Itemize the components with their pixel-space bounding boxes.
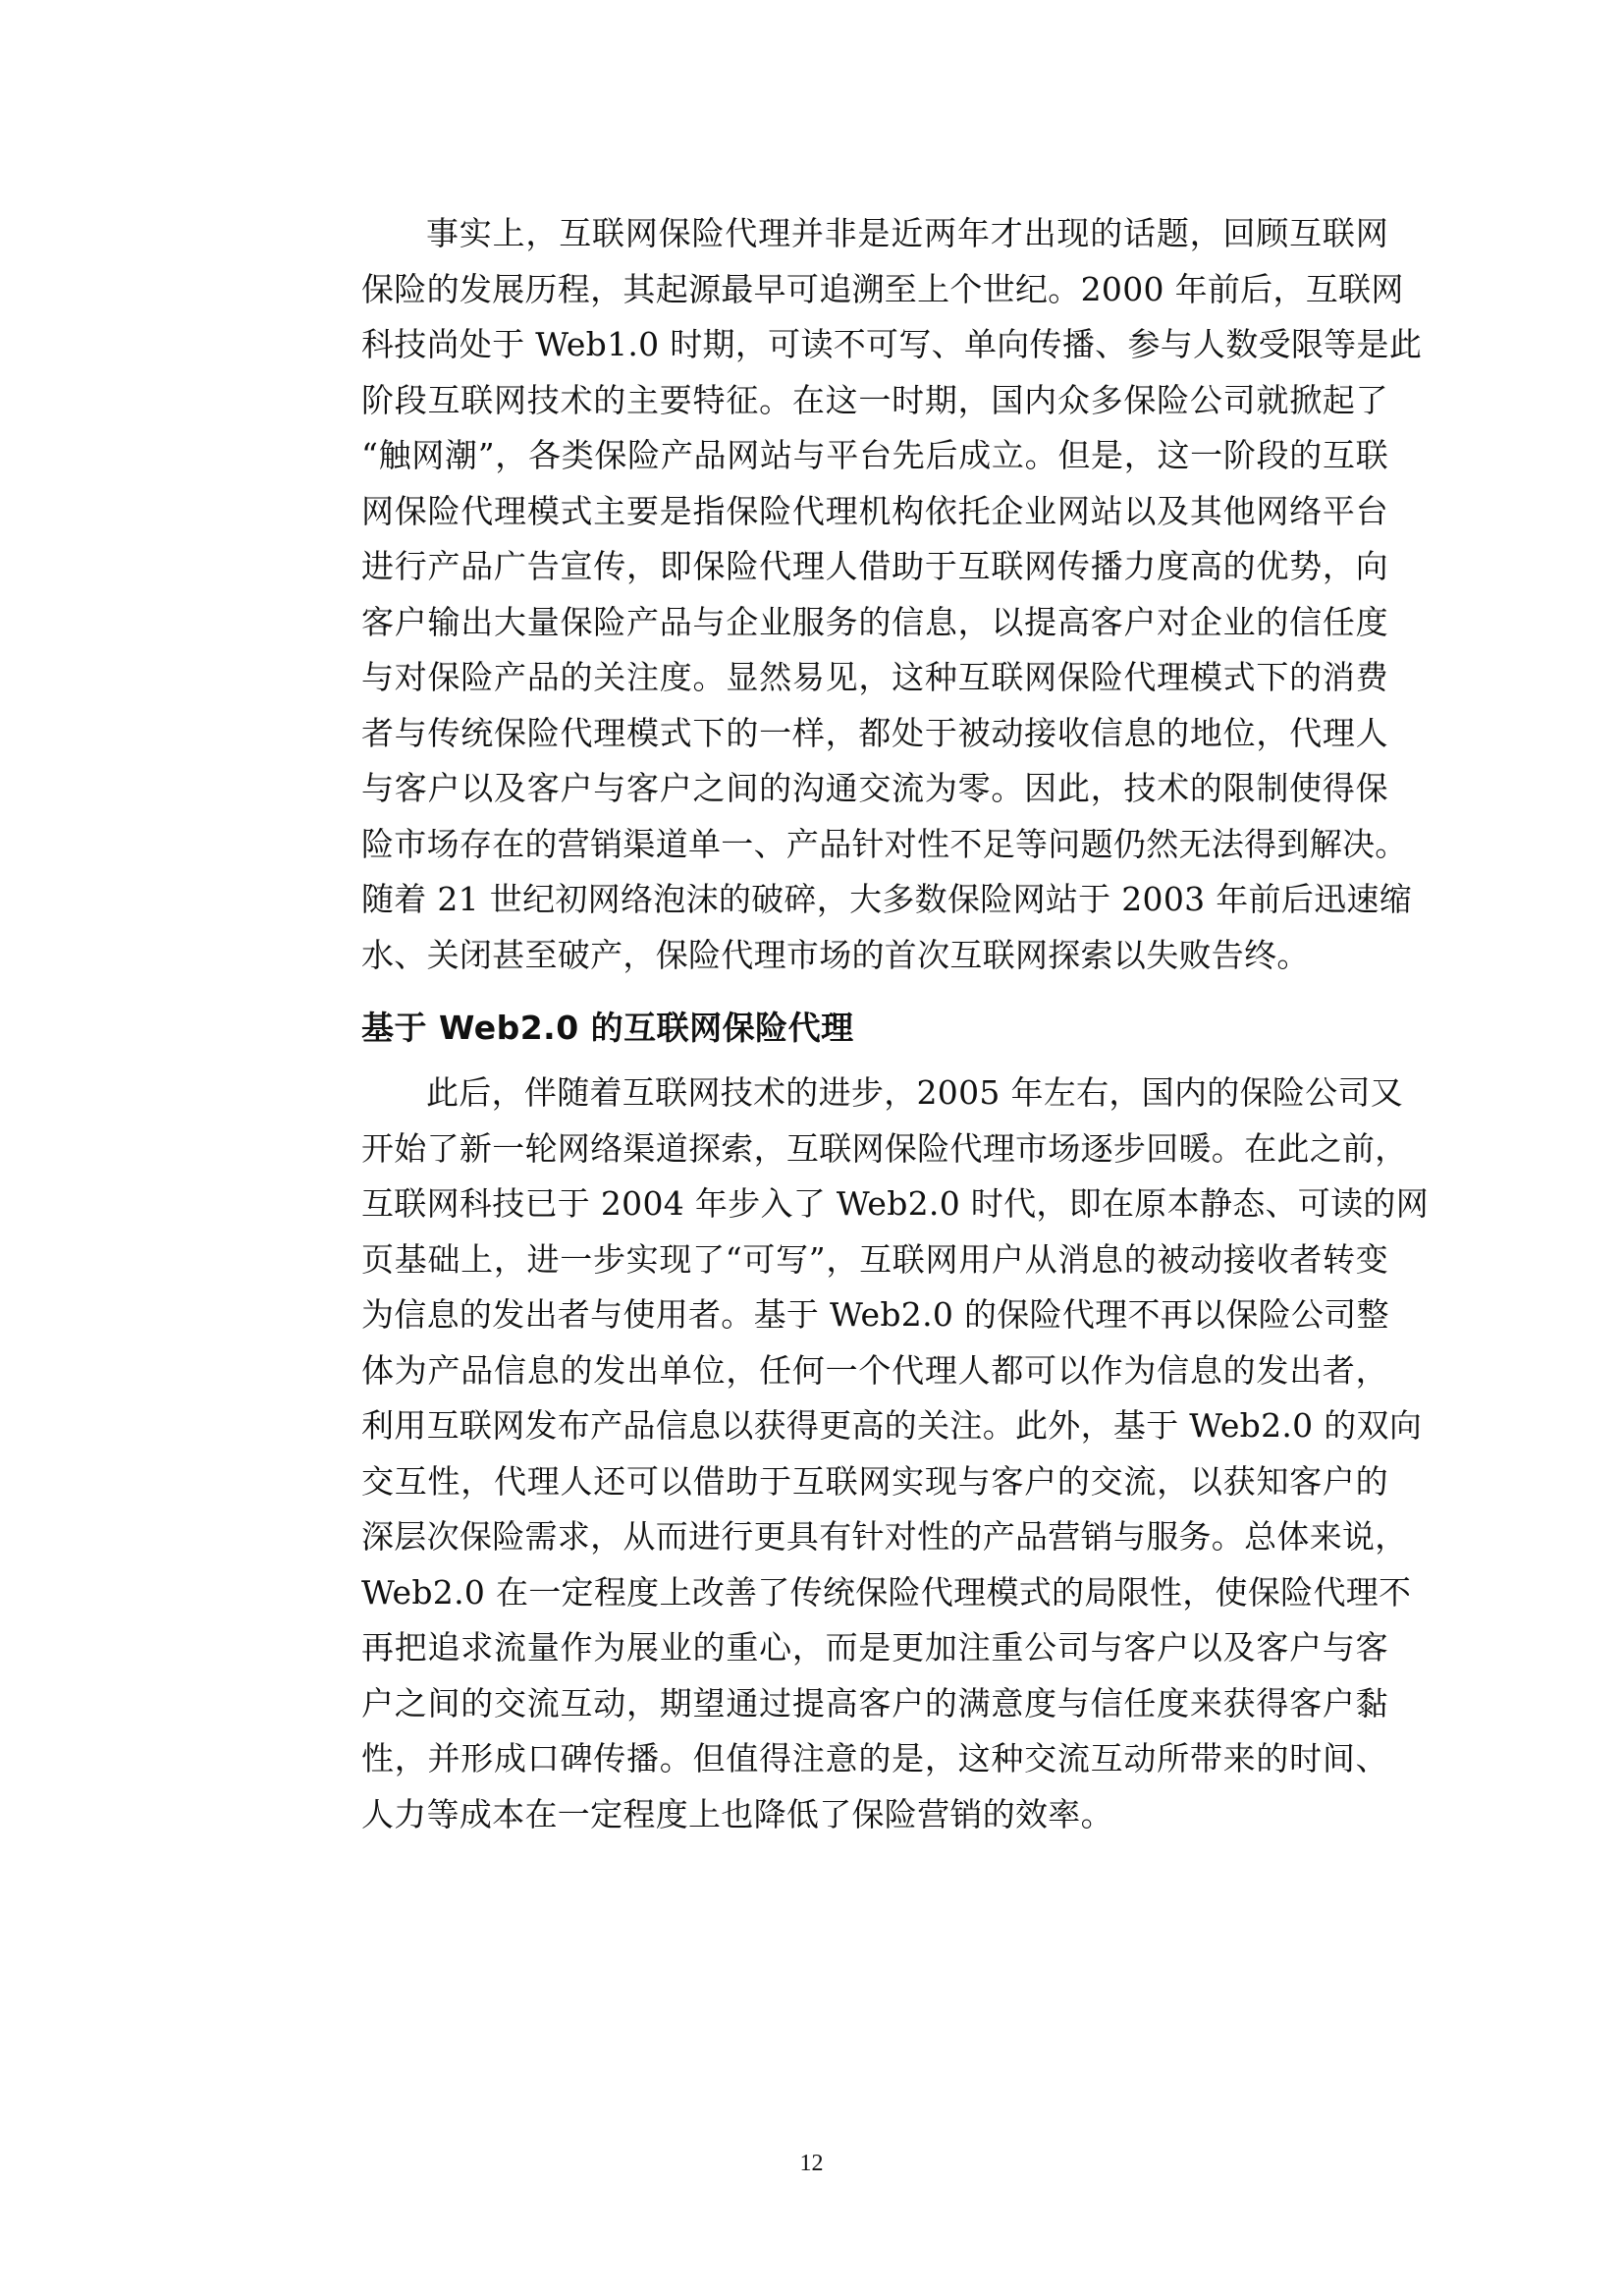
paragraph-line: 户之间的交流互动，期望通过提高客户的满意度与信任度来获得客户黏	[361, 1683, 1388, 1722]
paragraph-line: 事实上，互联网保险代理并非是近两年才出现的话题，回顾互联网	[426, 214, 1388, 252]
paragraph-line: 水、关闭甚至破产，保险代理市场的首次互联网探索以失败告终。	[361, 935, 1310, 974]
paragraph-line: 保险的发展历程，其起源最早可追溯至上个世纪。2000 年前后，互联网	[361, 269, 1404, 308]
paragraph-line: 与客户以及客户与客户之间的沟通交流为零。因此，技术的限制使得保	[361, 769, 1388, 807]
paragraph-line: Web2.0 在一定程度上改善了传统保险代理模式的局限性，使保险代理不	[361, 1572, 1412, 1612]
paragraph-2	[361, 1066, 1430, 1842]
paragraph-line: 进行产品广告宣传，即保险代理人借助于互联网传播力度高的优势，向	[361, 547, 1388, 585]
paragraph-1	[361, 206, 1423, 983]
paragraph-line: 为信息的发出者与使用者。基于 Web2.0 的保险代理不再以保险公司整	[361, 1295, 1389, 1334]
paragraph-line: 体为产品信息的发出单位，任何一个代理人都可以作为信息的发出者，	[361, 1350, 1388, 1390]
paragraph-line: 客户输出大量保险产品与企业服务的信息，以提高客户对企业的信任度	[361, 602, 1388, 641]
page-number: 12	[799, 2151, 824, 2176]
paragraph-line: 页基础上，进一步实现了“可写”，互联网用户从消息的被动接收者转变	[361, 1239, 1388, 1279]
paragraph-line: 者与传统保险代理模式下的一样，都处于被动接收信息的地位，代理人	[361, 713, 1388, 752]
paragraph-line: 利用互联网发布产品信息以获得更高的关注。此外，基于 Web2.0 的双向	[361, 1406, 1423, 1445]
paragraph-line: 此后，伴随着互联网技术的进步，2005 年左右，国内的保险公司又	[426, 1073, 1404, 1112]
paragraph-line: 互联网科技已于 2004 年步入了 Web2.0 时代，即在原本静态、可读的网	[361, 1184, 1430, 1223]
paragraph-line: 与对保险产品的关注度。显然易见，这种互联网保险代理模式下的消费	[361, 658, 1388, 696]
paragraph-line: 人力等成本在一定程度上也降低了保险营销的效率。	[361, 1794, 1113, 1833]
document-body	[361, 206, 1430, 1842]
paragraph-line: 交互性，代理人还可以借助于互联网实现与客户的交流，以获知客户的	[361, 1461, 1388, 1501]
paragraph-line: “触网潮”，各类保险产品网站与平台先后成立。但是，这一阶段的互联	[361, 436, 1388, 474]
paragraph-line: 科技尚处于 Web1.0 时期，可读不可写、单向传播、参与人数受限等是此	[361, 325, 1423, 363]
paragraph-line: 深层次保险需求，从而进行更具有针对性的产品营销与服务。总体来说，	[361, 1517, 1408, 1556]
paragraph-line: 开始了新一轮网络渠道探索，互联网保险代理市场逐步回暖。在此之前，	[361, 1128, 1408, 1168]
paragraph-line: 网保险代理模式主要是指保险代理机构依托企业网站以及其他网络平台	[361, 491, 1388, 530]
paragraph-line: 性，并形成口碑传播。但值得注意的是，这种交流互动所带来的时间、	[361, 1739, 1388, 1777]
paragraph-line: 随着 21 世纪初网络泡沫的破碎，大多数保险网站于 2003 年前后迅速缩	[361, 880, 1413, 918]
section-heading: 基于 Web2.0 的互联网保险代理	[361, 1009, 854, 1047]
paragraph-line: 再把追求流量作为展业的重心，而是更加注重公司与客户以及客户与客	[361, 1628, 1388, 1667]
paragraph-line: 险市场存在的营销渠道单一、产品针对性不足等问题仍然无法得到解决。	[361, 824, 1408, 863]
paragraph-line: 阶段互联网技术的主要特征。在这一时期，国内众多保险公司就掀起了	[361, 380, 1388, 419]
